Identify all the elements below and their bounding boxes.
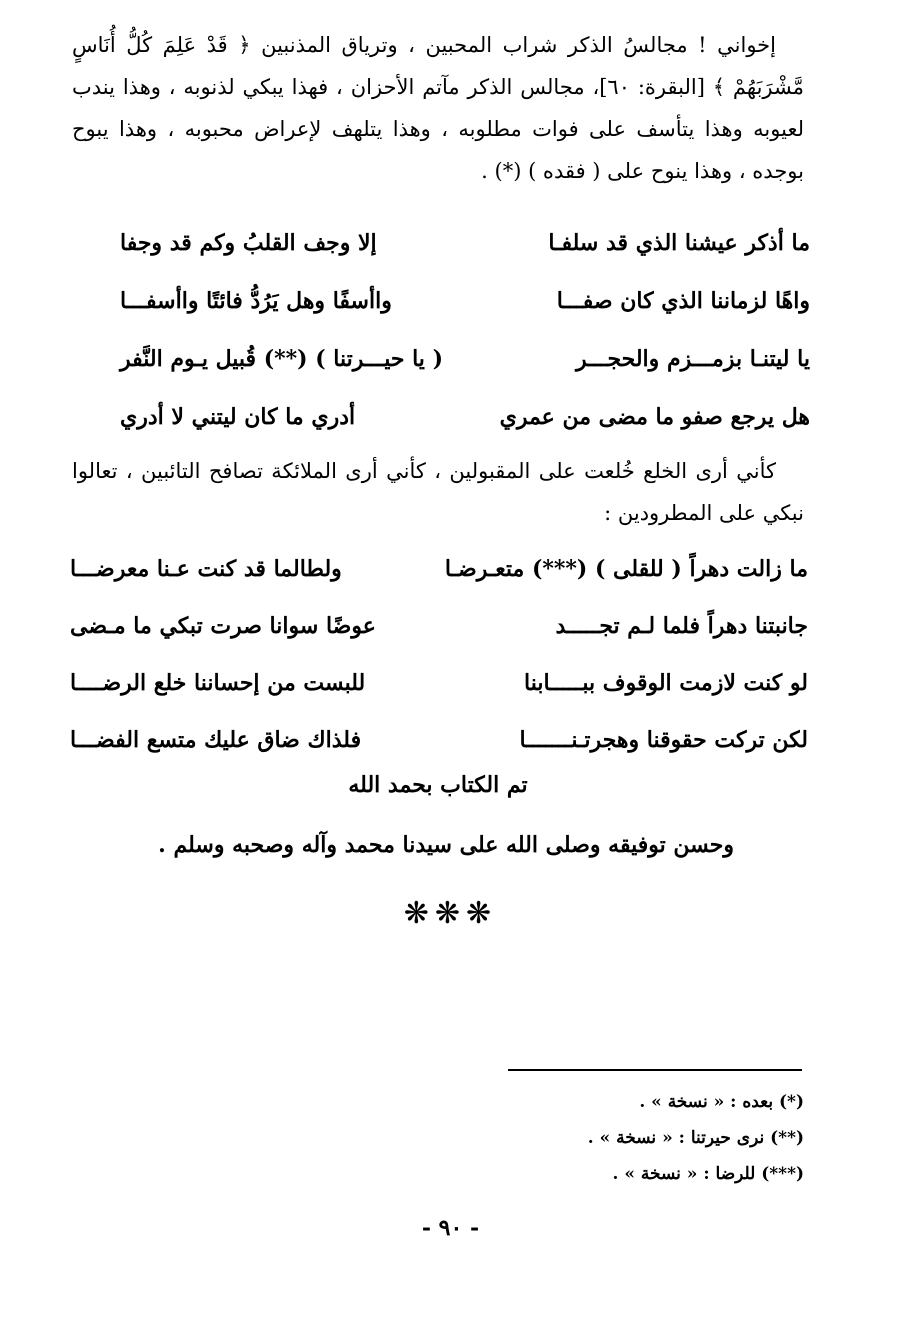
verse-line (70, 719, 808, 776)
verse-second-hemistich: عوضًا سوانا صرت تبكي ما مـضى (70, 613, 376, 639)
poem-second (70, 548, 808, 776)
verse-line (120, 396, 810, 454)
verse-first-hemistich: لكن تركت حقوقنا وهجرتـنـــــــا (519, 727, 808, 753)
verse-first-hemistich: ما أذكر عيشنا الذي قد سلفـا (548, 230, 810, 256)
verse-first-hemistich: هل يرجع صفو ما مضى من عمري (499, 404, 810, 430)
verse-line (70, 605, 808, 662)
footnote-item: (**) نرى حيرتنا : « نسخة » . (587, 1128, 804, 1148)
poem-first (120, 222, 810, 454)
paragraph-text: إخواني ! مجالسُ الذكر شراب المحبين ، وترياق المذنبين ﴿ قَدْ عَلِمَ كُلُّ أُنَاسٍ مَّشْرَبَهُمْ ﴾ [البقرة: ٦٠]، مجالس الذكر مآتم الأحزان ، فهذا يبكي لذنوبه ، وهذا يندب لعيوبه وهذا يتأسف على فوات مطلوبه ، وهذا يتلهف لإعراض محبوبه ، وهذا يبوح بوجده ، وهذا ينوح على ( فقده ) (*) . (72, 33, 804, 183)
closing-prayer: وحسن توفيقه وصلى الله على سيدنا محمد وآله وصحبه وسلم . (158, 832, 734, 858)
verse-line (70, 548, 808, 605)
verse-second-hemistich: للبست من إحساننا خلع الرضــــا (70, 670, 366, 696)
page-number: - ٩٠ - (421, 1215, 480, 1241)
verse-line (120, 338, 810, 396)
verse-second-hemistich: إلا وجف القلبُ وكم قد وجفا (120, 230, 377, 256)
second-paragraph (72, 450, 804, 534)
opening-paragraph (72, 24, 804, 192)
paragraph-text: كأني أرى الخلع خُلعت على المقبولين ، كأني أرى الملائكة تصافح التائبين ، تعالوا نبكي على المطرودين : (72, 459, 804, 525)
verse-first-hemistich: لو كنت لازمت الوقوف ببـــــابنا (523, 670, 808, 696)
book-end-line: تم الكتاب بحمد الله (348, 772, 528, 798)
footnotes (400, 1084, 804, 1192)
verse-second-hemistich: ( يا حيـــرتنا ) (**) قُبيل يـوم النَّفر (120, 346, 443, 372)
verse-line (70, 662, 808, 719)
verse-line (120, 222, 810, 280)
verse-line (120, 280, 810, 338)
footnote-rule (508, 1069, 802, 1071)
verse-second-hemistich: ولطالما قد كنت عـنا معرضـــا (70, 556, 342, 582)
verse-first-hemistich: واهًا لزماننا الذي كان صفـــا (556, 288, 810, 314)
verse-second-hemistich: أدري ما كان ليتني لا أدري (120, 404, 356, 430)
verse-second-hemistich: فلذاك ضاق عليك متسع الفضـــا (70, 727, 362, 753)
verse-second-hemistich: واأسفًا وهل يَرُدُّ فائتًا واأسفـــا (120, 288, 392, 314)
verse-first-hemistich: ما زالت دهراً ( للقلى ) (***) متعـرضـا (444, 556, 808, 582)
footnote-item: (*) بعده : « نسخة » . (639, 1092, 804, 1112)
footnote-item: (***) للرضا : « نسخة » . (612, 1164, 804, 1184)
asterism-divider: ❋❋❋ (403, 896, 498, 931)
verse-first-hemistich: جانبتنا دهراً فلما لـم تجـــــد (555, 613, 808, 639)
verse-first-hemistich: يا ليتنـا بزمـــزم والحجـــر (575, 346, 810, 372)
